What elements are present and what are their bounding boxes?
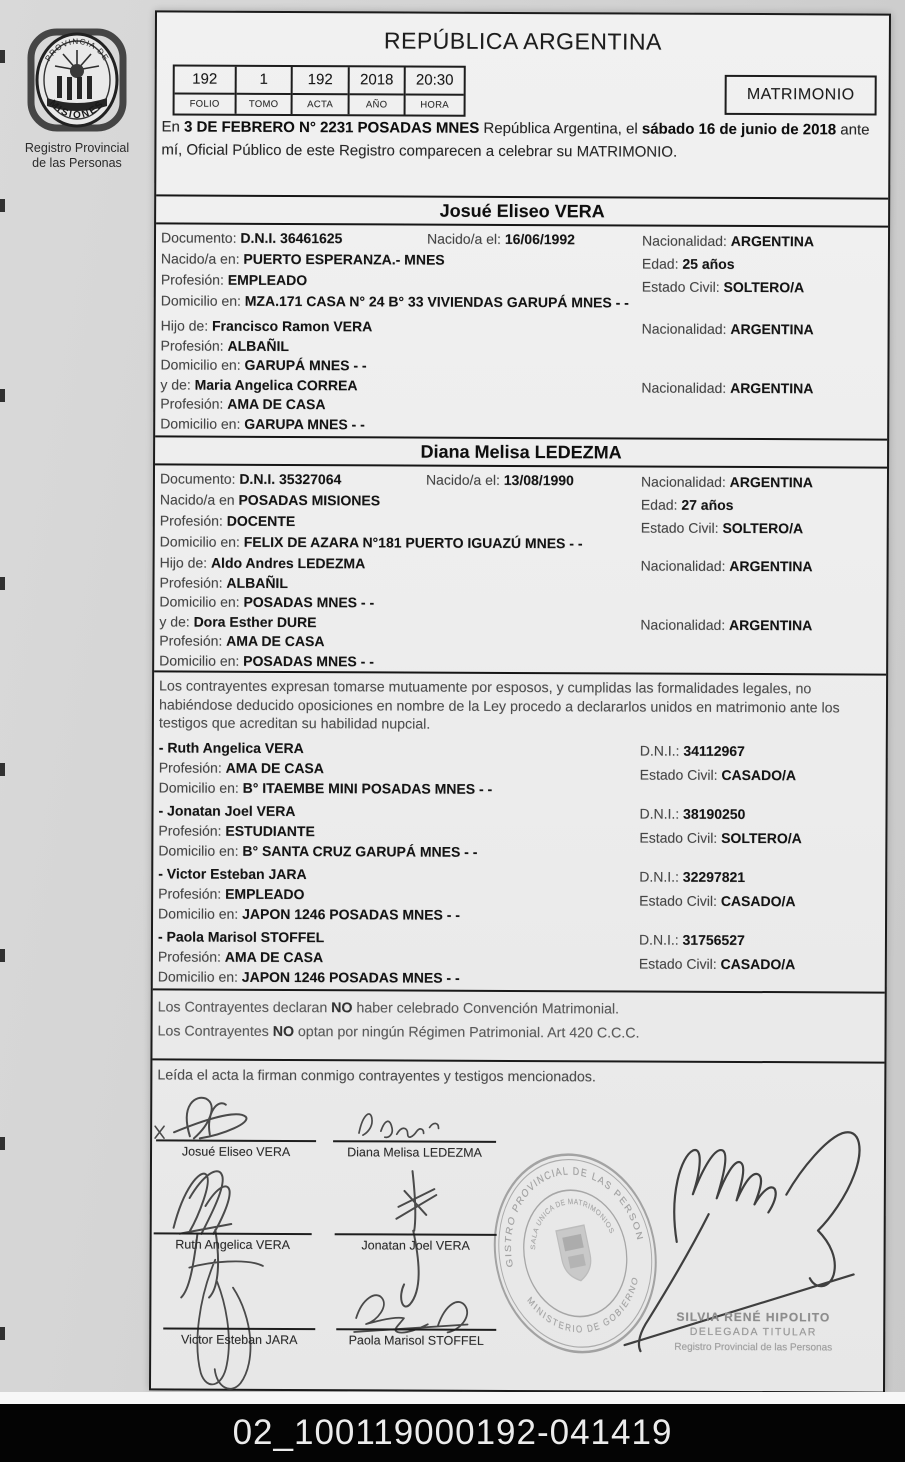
consent-paragraph: Los contrayentes expresan tomarse mutuamente por esposos, y cumplidas las formalidades legales, no habiéndose deducido oposiciones en nombre de la Ley procedo a declararlos unidos en matrimonio ante los testigos que acreditan su habilidad nupcial.	[154, 670, 886, 739]
witness-estado-civil: SOLTERO/A	[721, 829, 802, 847]
intro-pre: En	[161, 118, 185, 136]
x-mark-stroke	[155, 1126, 164, 1138]
scan-artifact	[0, 577, 5, 590]
registry-cell-tomo	[237, 67, 293, 114]
witness-profesion: AMA DE CASA	[224, 948, 324, 966]
scan-artifact	[0, 199, 5, 212]
bride-father-name: Aldo Andres LEDEZMA	[210, 554, 366, 572]
witness-profesion: ESTUDIANTE	[225, 822, 315, 840]
witness-dni: 38190250	[683, 805, 746, 822]
profesion-label: Profesión:	[160, 336, 224, 354]
registry-cell-ano	[350, 67, 406, 114]
groom-nacido-el: 16/06/1992	[504, 230, 575, 248]
groom-documento: D.N.I. 36461625	[240, 229, 343, 247]
bride-documento: D.N.I. 35327064	[239, 470, 342, 488]
groom-parents	[155, 313, 888, 438]
hijo-de-label: Hijo de:	[159, 554, 208, 571]
profesion-label: Profesión:	[158, 759, 222, 776]
ano-value: 2018	[350, 67, 404, 95]
domicilio-label: Domicilio en:	[159, 651, 240, 669]
bride-father-profesion: ALBAÑIL	[226, 574, 288, 591]
page-edge-strip	[0, 1392, 905, 1404]
acta-value: 192	[293, 67, 348, 95]
witness-name: - Jonatan Joel VERA	[158, 802, 296, 820]
declaration-convention	[158, 995, 885, 1022]
groom-mother-nacionalidad: ARGENTINA	[730, 379, 814, 397]
signatures-area	[151, 1092, 884, 1397]
nacido-en-label: Nacido/a en	[159, 491, 235, 508]
stamp-outer-top-text: REGISTRO PROVINCIAL DE LAS PERSONAS	[503, 1165, 645, 1269]
profesion-label: Profesión:	[158, 822, 222, 839]
nacionalidad-label: Nacionalidad:	[641, 379, 727, 396]
dni-label: D.N.I.:	[638, 931, 679, 948]
groom-mother-profesion: AMA DE CASA	[227, 395, 326, 413]
estado-civil-label: Estado Civil:	[639, 892, 717, 909]
decl2-pre: Los Contrayentes	[157, 1023, 273, 1040]
svg-text:MINISTERIO DE GOBIERNO	[525, 1272, 650, 1345]
estado-civil-label: Estado Civil:	[640, 519, 719, 536]
signature-label-witness4: Paola Marisol STOFFEL	[336, 1328, 496, 1348]
profesion-label: Profesión:	[159, 632, 223, 649]
groom-name-header: Josué Eliseo VERA	[156, 194, 888, 227]
domicilio-label: Domicilio en:	[158, 905, 239, 922]
scan-artifact	[0, 50, 5, 63]
svg-text:SALA UNICA DE MATRIMONIOS	[520, 1188, 617, 1252]
domicilio-label: Domicilio en:	[160, 414, 241, 432]
groom-mother-domicilio: GARUPA MNES - -	[244, 415, 365, 432]
certificate-header	[156, 12, 889, 197]
edad-label: Edad:	[640, 496, 678, 513]
bride-father-domicilio: POSADAS MNES - -	[243, 593, 375, 611]
dni-label: D.N.I.:	[639, 742, 680, 759]
intro-mid: República Argentina, el	[479, 119, 642, 138]
domicilio-label: Domicilio en:	[159, 593, 240, 610]
registry-reference-table	[173, 64, 466, 116]
declaration-regime	[158, 1019, 885, 1046]
official-office: Registro Provincial de las Personas	[674, 1341, 833, 1354]
groom-father-domicilio: GARUPÁ MNES - -	[244, 356, 367, 374]
bride-nacido-en: POSADAS MISIONES	[238, 491, 381, 509]
groom-father-profesion: ALBAÑIL	[227, 337, 289, 354]
decl1-no: NO	[331, 1000, 353, 1017]
witness-estado-civil: CASADO/A	[721, 766, 797, 784]
estado-civil-label: Estado Civil:	[639, 829, 718, 846]
svg-text:REGISTRO PROVINCIAL DE LAS PER	[488, 1152, 645, 1271]
ano-label: AÑO	[365, 99, 388, 111]
registry-cell-folio	[175, 66, 237, 113]
folio-value: 192	[175, 66, 235, 94]
profesion-label: Profesión:	[160, 395, 224, 412]
decl2-no: NO	[272, 1023, 295, 1041]
dni-label: D.N.I.:	[639, 868, 679, 885]
bride-mother-domicilio: POSADAS MNES - -	[243, 652, 374, 669]
groom-details	[156, 224, 888, 316]
witness-block-2	[153, 799, 885, 865]
bride-father-nacionalidad: ARGENTINA	[729, 557, 813, 575]
groom-domicilio: MZA.171 CASA N° 24 B° 33 VIVIENDAS GARUPÁ MNES - -	[244, 292, 629, 311]
bride-domicilio: FELIX DE AZARA N°181 PUERTO IGUAZÚ MNES - -	[243, 533, 583, 552]
bride-mother-nacionalidad: ARGENTINA	[729, 616, 813, 634]
tomo-label: TOMO	[248, 98, 279, 110]
witness-name: - Paola Marisol STOFFEL	[157, 928, 325, 946]
profesion-label: Profesión:	[160, 271, 224, 288]
bride-nacido-el: 13/08/1990	[503, 471, 574, 489]
signature-label-witness2: Jonatan Joel VERA	[335, 1233, 497, 1253]
edad-label: Edad:	[641, 255, 679, 272]
signature-label-witness3: Victor Esteban JARA	[163, 1327, 315, 1347]
groom-father-nacionalidad: ARGENTINA	[730, 320, 814, 338]
scan-artifact	[0, 949, 5, 962]
decl1-post: haber celebrado Convención Matrimonial.	[352, 1000, 620, 1018]
estado-civil-label: Estado Civil:	[641, 278, 720, 295]
nacionalidad-label: Nacionalidad:	[641, 232, 727, 249]
y-de-label: y de:	[160, 375, 191, 393]
witness-dni: 31756527	[682, 931, 745, 948]
estado-civil-label: Estado Civil:	[639, 766, 718, 783]
closing-line: Leída el acta la firman conmigo contrayentes y testigos mencionados.	[152, 1058, 884, 1095]
bride-mother-name: Dora Esther DURE	[193, 613, 317, 630]
nacionalidad-label: Nacionalidad:	[640, 557, 726, 574]
domicilio-label: Domicilio en:	[159, 533, 240, 550]
official-stamp-text	[647, 1310, 859, 1354]
hijo-de-label: Hijo de:	[160, 317, 209, 334]
scan-artifact	[0, 763, 5, 776]
documento-label: Documento:	[159, 470, 236, 487]
signature-witness4-stroke	[354, 1295, 468, 1333]
profesion-label: Profesión:	[159, 573, 223, 591]
bride-parents	[154, 550, 887, 673]
domicilio-label: Domicilio en:	[160, 356, 241, 373]
documento-label: Documento:	[160, 229, 237, 246]
decl2-post: optan por ningún Régimen Patrimonial. Art 420 C.C.C.	[293, 1024, 640, 1042]
signature-official-stroke	[625, 1131, 860, 1352]
groom-estado-civil: SOLTERO/A	[723, 278, 805, 296]
bride-name-header: Diana Melisa LEDEZMA	[155, 435, 887, 468]
stamp-coat-of-arms-icon	[556, 1225, 595, 1283]
intro-paragraph	[161, 116, 886, 164]
witness-domicilio: JAPON 1246 POSADAS MNES - -	[241, 968, 460, 986]
nacido-el-label: Nacido/a el:	[425, 471, 500, 488]
registry-stamp-icon	[477, 1140, 673, 1367]
witness-domicilio: B° SANTA CRUZ GARUPÁ MNES - -	[242, 842, 478, 860]
estado-civil-label: Estado Civil:	[638, 955, 717, 972]
official-name: SILVIA RENÉ HIPOLITO	[676, 1309, 831, 1325]
profesion-label: Profesión:	[157, 948, 221, 965]
groom-edad: 25 años	[682, 255, 735, 272]
stamp-outer-bottom-text: MINISTERIO DE GOBIERNO	[525, 1273, 640, 1335]
nacionalidad-label: Nacionalidad:	[640, 473, 726, 490]
signature-label-bride: Diana Melisa LEDEZMA	[333, 1140, 496, 1160]
logo-caption-line2: de las Personas	[32, 156, 122, 170]
signature-groom-stroke	[174, 1098, 247, 1139]
scan-artifact	[0, 1327, 5, 1340]
seal-bottom-text: MISIONES	[46, 98, 108, 122]
registry-cell-acta	[293, 67, 350, 114]
groom-father-name: Francisco Ramon VERA	[211, 317, 373, 335]
folio-label: FOLIO	[189, 98, 220, 110]
tomo-value: 1	[237, 67, 291, 95]
dni-label: D.N.I.:	[639, 805, 680, 822]
witness-profesion: AMA DE CASA	[225, 759, 324, 777]
groom-mother-name: Maria Angelica CORREA	[194, 376, 358, 393]
nacionalidad-label: Nacionalidad:	[640, 616, 726, 633]
hora-label: HORA	[420, 99, 449, 111]
logo-caption-line1: Registro Provincial	[24, 141, 130, 155]
scan-artifact	[0, 389, 5, 402]
witness-domicilio: JAPON 1246 POSADAS MNES - -	[242, 905, 460, 923]
signature-witness3-stroke	[189, 1260, 263, 1389]
bride-profesion: DOCENTE	[226, 512, 296, 530]
nacido-en-label: Nacido/a en:	[160, 250, 240, 267]
official-title: DELEGADA TITULAR	[689, 1325, 817, 1339]
bride-estado-civil: SOLTERO/A	[722, 519, 804, 537]
witness-profesion: EMPLEADO	[225, 885, 305, 903]
registry-logo	[8, 24, 146, 171]
seal-top-text: PROVINCIA DE	[43, 36, 111, 63]
witness-name: - Victor Esteban JARA	[158, 865, 307, 883]
acta-label: ACTA	[307, 99, 334, 111]
bride-nacionalidad: ARGENTINA	[729, 473, 813, 491]
profesion-label: Profesión:	[158, 885, 222, 902]
misiones-seal-icon	[19, 24, 135, 136]
groom-profesion: EMPLEADO	[227, 271, 308, 289]
decl1-pre: Los Contrayentes declaran	[157, 999, 332, 1017]
hora-value: 20:30	[406, 67, 464, 95]
witness-name: - Ruth Angelica VERA	[158, 739, 304, 757]
registry-cell-hora	[406, 67, 464, 114]
profesion-label: Profesión:	[159, 512, 223, 529]
stamp-inner-text: SALA UNICA DE MATRIMONIOS	[528, 1196, 617, 1251]
witness-dni: 34112967	[683, 742, 745, 759]
domicilio-label: Domicilio en:	[157, 968, 238, 985]
intro-post: ante mí, Oficial Público de este Registro comparecen a celebrar su MATRIMONIO.	[161, 121, 870, 161]
witness-domicilio: B° ITAEMBE MINI POSADAS MNES - -	[242, 779, 493, 797]
marriage-certificate	[149, 10, 891, 1393]
domicilio-label: Domicilio en:	[160, 292, 241, 309]
bride-details	[155, 465, 887, 553]
groom-nacionalidad: ARGENTINA	[730, 232, 815, 250]
y-de-label: y de:	[159, 612, 190, 630]
country-title: REPÚBLICA ARGENTINA	[383, 27, 662, 55]
witness-estado-civil: CASADO/A	[720, 955, 796, 973]
act-type-box: MATRIMONIO	[725, 75, 877, 116]
witness-block-3	[153, 862, 885, 928]
witness-block-4	[153, 925, 885, 991]
bride-mother-profesion: AMA DE CASA	[226, 632, 325, 650]
witness-dni: 32297821	[682, 868, 746, 885]
groom-nacido-en: PUERTO ESPERANZA.- MNES	[243, 250, 445, 268]
witness-estado-civil: CASADO/A	[720, 892, 796, 910]
domicilio-label: Domicilio en:	[158, 842, 239, 859]
barcode-number: 02_100119000192-041419	[232, 1413, 673, 1452]
domicilio-label: Domicilio en:	[158, 779, 239, 796]
signature-label-groom: Josué Eliseo VERA	[156, 1139, 316, 1159]
declarations	[152, 988, 884, 1061]
scan-artifact	[0, 1137, 5, 1150]
witness-block-1	[154, 736, 886, 802]
barcode-bar	[0, 1404, 905, 1462]
signature-label-witness1: Ruth Angelica VERA	[154, 1232, 312, 1252]
bride-edad: 27 años	[681, 496, 734, 513]
signature-bride-stroke	[359, 1114, 439, 1138]
intro-place: 3 DE FEBRERO N° 2231 POSADAS MNES	[183, 118, 480, 137]
nacido-el-label: Nacido/a el:	[426, 230, 501, 247]
nacionalidad-label: Nacionalidad:	[641, 320, 727, 337]
intro-date: sábado 16 de junio de 2018	[641, 120, 837, 139]
